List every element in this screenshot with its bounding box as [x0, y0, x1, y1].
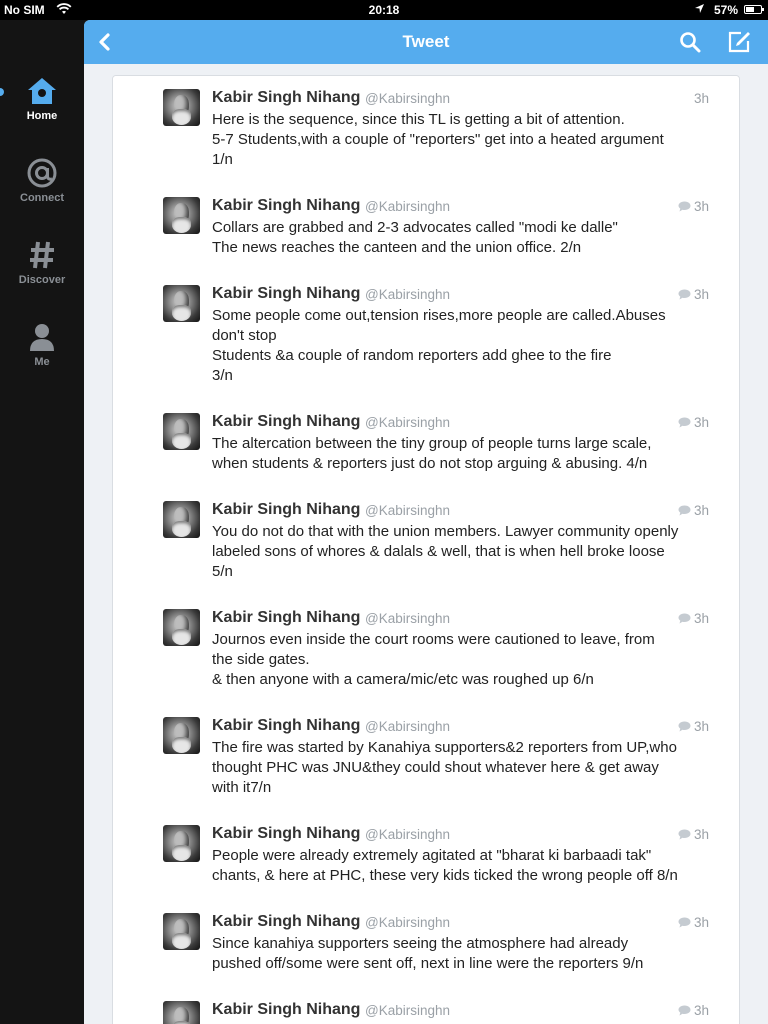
header-bar: [84, 20, 768, 64]
tweet-timestamp: 3h: [693, 719, 709, 734]
author-name[interactable]: Kabir Singh Nihang: [212, 285, 361, 302]
author-handle: @Kabirsinghn: [365, 415, 451, 430]
avatar[interactable]: [163, 413, 200, 450]
tweet-text-line: chants, & here at PHC, these very kids ticked the wrong people off 8/n: [212, 867, 678, 884]
avatar[interactable]: [163, 825, 200, 862]
main-panel: [84, 20, 768, 1024]
tweet-timestamp: 3h: [693, 199, 709, 214]
at-icon: [0, 154, 84, 192]
tweet-text-line: don't stop: [212, 327, 277, 344]
author-handle: @Kabirsinghn: [365, 915, 451, 930]
author-name[interactable]: Kabir Singh Nihang: [212, 501, 361, 518]
author-name[interactable]: Kabir Singh Nihang: [212, 413, 361, 430]
tweet-text: [212, 110, 712, 170]
tweet-text-line: People were already extremely agitated at "bharat ki barbaadi tak": [212, 847, 652, 864]
tweet-row[interactable]: [113, 400, 739, 489]
tweet-text: [212, 738, 712, 798]
tweet-text-line: Students &a couple of random reporters add ghee to the fire: [212, 347, 612, 364]
author-handle: @Kabirsinghn: [365, 91, 451, 106]
sidebar-item-label: Home: [26, 110, 58, 122]
tweet-text: [212, 846, 712, 886]
tweet-row[interactable]: [113, 488, 739, 597]
avatar[interactable]: [163, 913, 200, 950]
author-name[interactable]: Kabir Singh Nihang: [212, 825, 361, 842]
tweet-text-line: 5-7 Students,with a couple of "reporters" get into a heated argument: [212, 131, 664, 148]
author-name[interactable]: Kabir Singh Nihang: [212, 913, 361, 930]
sidebar-item-me[interactable]: [0, 318, 84, 388]
tweet-text-line: Here is the sequence, since this TL is getting a bit of attention.: [212, 111, 625, 128]
tweet-row[interactable]: [113, 900, 739, 989]
status-bar: [0, 0, 768, 20]
conversation-icon: [678, 505, 691, 516]
tweet-row[interactable]: [113, 184, 739, 273]
conversation-icon: [678, 721, 691, 732]
author-name[interactable]: Kabir Singh Nihang: [212, 609, 361, 626]
tweet-text: [212, 434, 712, 474]
tweet-timestamp: 3h: [693, 827, 709, 842]
tweet-text-line: the side gates.: [212, 651, 310, 668]
tweet-timeline[interactable]: [112, 75, 740, 1024]
avatar[interactable]: [163, 1001, 200, 1024]
tweet-text-line: thought PHC was JNU&they could shout whatever here & get away: [212, 759, 659, 776]
author-handle: @Kabirsinghn: [365, 611, 451, 626]
hash-icon: [0, 236, 84, 274]
tweet-text-line: labeled sons of whores & dalals & well, that is when hell broke loose: [212, 543, 665, 560]
author-name[interactable]: Kabir Singh Nihang: [212, 197, 361, 214]
tweet-row[interactable]: [113, 272, 739, 401]
tweet-row[interactable]: [113, 596, 739, 705]
tweet-text: [212, 306, 712, 386]
avatar[interactable]: [163, 89, 200, 126]
author-name[interactable]: Kabir Singh Nihang: [212, 89, 361, 106]
tweet-text-line: & then anyone with a camera/mic/etc was roughed up 6/n: [212, 671, 594, 688]
tweet-text-line: 1/n: [212, 151, 233, 168]
clock: 20:18: [368, 3, 400, 17]
tweet-row[interactable]: [113, 988, 739, 1024]
home-icon: [0, 72, 84, 110]
tweet-text-line: Since kanahiya supporters seeing the atmosphere had already: [212, 935, 629, 952]
tweet-timestamp: 3h: [693, 415, 709, 430]
author-name[interactable]: Kabir Singh Nihang: [212, 717, 361, 734]
tweet-text-line: pushed off/some were sent off, next in line were the reporters 9/n: [212, 955, 644, 972]
author-handle: @Kabirsinghn: [365, 199, 451, 214]
conversation-icon: [678, 829, 691, 840]
tweet-text-line: 5/n: [212, 563, 233, 580]
tweet-text-line: 3/n: [212, 367, 233, 384]
tweet-text-line: You do not do that with the union members. Lawyer community openly: [212, 523, 679, 540]
avatar[interactable]: [163, 197, 200, 234]
sidebar-item-discover[interactable]: [0, 236, 84, 306]
location-arrow-icon: [694, 3, 705, 17]
conversation-icon: [678, 289, 691, 300]
author-name[interactable]: Kabir Singh Nihang: [212, 1001, 361, 1018]
carrier-label: No SIM: [4, 3, 45, 17]
tweet-timestamp: 3h: [693, 915, 709, 930]
conversation-icon: [678, 917, 691, 928]
sidebar-item-label: Discover: [18, 274, 66, 286]
search-button[interactable]: [676, 28, 704, 56]
tweet-text-line: Journos even inside the court rooms were cautioned to leave, from: [212, 631, 655, 648]
sidebar-item-connect[interactable]: [0, 154, 84, 224]
tweet-row[interactable]: [113, 812, 739, 901]
author-handle: @Kabirsinghn: [365, 1003, 451, 1018]
sidebar: [0, 20, 84, 1024]
tweet-row[interactable]: [113, 704, 739, 813]
page-title: Tweet: [402, 32, 450, 51]
sidebar-item-home[interactable]: [0, 72, 84, 142]
compose-button[interactable]: [725, 28, 753, 56]
battery-icon: [744, 5, 762, 14]
conversation-icon: [678, 417, 691, 428]
tweet-text-line: Collars are grabbed and 2-3 advocates called "modi ke dalle": [212, 219, 618, 236]
tweet-text-line: when students & reporters just do not stop arguing & abusing. 4/n: [212, 455, 648, 472]
tweet-row[interactable]: [113, 76, 739, 185]
tweet-timestamp: 3h: [693, 611, 709, 626]
tweet-text: [212, 218, 712, 258]
tweet-text-line: The fire was started by Kanahiya supporters&2 reporters from UP,who: [212, 739, 677, 756]
avatar[interactable]: [163, 501, 200, 538]
tweet-text-line: Some people come out,tension rises,more people are called.Abuses: [212, 307, 666, 324]
person-icon: [0, 318, 84, 356]
tweet-timestamp: 3h: [693, 91, 709, 106]
sidebar-item-label: Connect: [20, 192, 64, 204]
tweet-text: [212, 934, 712, 974]
conversation-icon: [678, 201, 691, 212]
avatar[interactable]: [163, 285, 200, 322]
author-handle: @Kabirsinghn: [365, 503, 451, 518]
tweet-timestamp: 3h: [693, 1003, 709, 1018]
compose-icon: [727, 30, 751, 54]
tweet-text: [212, 630, 712, 690]
search-icon: [679, 31, 701, 53]
author-handle: @Kabirsinghn: [365, 287, 451, 302]
tweet-text-line: The news reaches the canteen and the union office. 2/n: [212, 239, 582, 256]
tweet-text: [212, 522, 712, 582]
conversation-icon: [678, 613, 691, 624]
author-handle: @Kabirsinghn: [365, 827, 451, 842]
conversation-icon: [678, 1005, 691, 1016]
tweet-text-line: with it7/n: [212, 779, 272, 796]
avatar[interactable]: [163, 609, 200, 646]
battery-percent: 57%: [714, 3, 739, 17]
author-handle: @Kabirsinghn: [365, 719, 451, 734]
tweet-text-line: The altercation between the tiny group of people turns large scale,: [212, 435, 652, 452]
battery-fill: [746, 7, 754, 12]
tweet-timestamp: 3h: [693, 287, 709, 302]
avatar[interactable]: [163, 717, 200, 754]
tweet-timestamp: 3h: [693, 503, 709, 518]
sidebar-item-label: Me: [34, 356, 50, 368]
